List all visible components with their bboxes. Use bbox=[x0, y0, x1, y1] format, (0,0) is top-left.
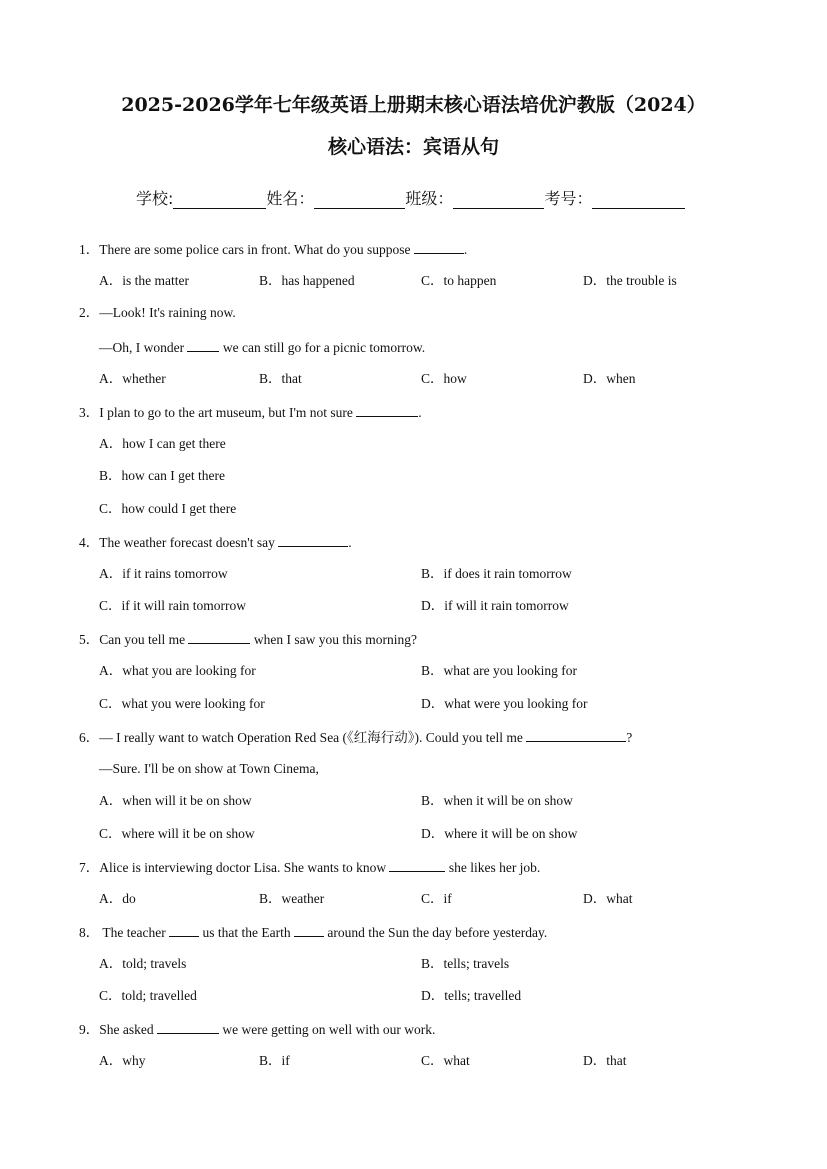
option-d[interactable]: D．tells; travelled bbox=[421, 988, 522, 1003]
option-c[interactable]: C．how bbox=[421, 371, 467, 386]
question-number: 7． bbox=[79, 860, 100, 875]
option-c[interactable]: C．if it will rain tomorrow bbox=[99, 598, 246, 613]
option-b[interactable]: B．how can I get there bbox=[99, 468, 225, 483]
name-label: 姓名： bbox=[266, 189, 315, 208]
question-number: 3． bbox=[79, 405, 100, 420]
option-a[interactable]: A．when will it be on show bbox=[99, 793, 252, 808]
answer-blank[interactable] bbox=[157, 1019, 219, 1034]
question-number: 1． bbox=[79, 242, 100, 257]
option-c[interactable]: C．told; travelled bbox=[99, 988, 197, 1003]
question-number: 6． bbox=[79, 730, 100, 745]
option-a[interactable]: A．is the matter bbox=[99, 273, 189, 288]
option-b[interactable]: B．tells; travels bbox=[421, 956, 510, 971]
option-c[interactable]: C．to happen bbox=[421, 273, 497, 288]
option-c[interactable]: C．if bbox=[421, 891, 452, 906]
option-d[interactable]: D．if will it rain tomorrow bbox=[421, 598, 569, 613]
option-a[interactable]: A．how I can get there bbox=[99, 436, 226, 451]
question-7-stem: 7．Alice is interviewing doctor Lisa. She wants to know she likes her job. bbox=[79, 857, 540, 877]
answer-blank[interactable] bbox=[294, 922, 324, 937]
option-a[interactable]: A．why bbox=[99, 1053, 146, 1068]
option-b[interactable]: B．what are you looking for bbox=[421, 663, 577, 678]
question-6-line2: —Sure. I'll be on show at Town Cinema, bbox=[99, 761, 319, 776]
question-number: 2． bbox=[79, 305, 100, 320]
option-c[interactable]: C．what you were looking for bbox=[99, 696, 265, 711]
option-a[interactable]: A．told; travels bbox=[99, 956, 187, 971]
class-blank[interactable] bbox=[453, 190, 544, 209]
option-d[interactable]: D．what were you looking for bbox=[421, 696, 588, 711]
option-a[interactable]: A．if it rains tomorrow bbox=[99, 566, 228, 581]
exam-no-blank[interactable] bbox=[592, 190, 685, 209]
question-6-stem: 6．— I really want to watch Operation Red Sea (《红海行动》). Could you tell me ? bbox=[79, 727, 632, 747]
question-4-stem: 4．The weather forecast doesn't say . bbox=[79, 532, 352, 552]
question-2-stem: 2．—Look! It's raining now. bbox=[79, 305, 236, 320]
school-label: 学校: bbox=[136, 189, 174, 208]
question-number: 8． bbox=[79, 925, 100, 940]
answer-blank[interactable] bbox=[169, 922, 199, 937]
question-3-stem: 3．I plan to go to the art museum, but I'm not sure . bbox=[79, 402, 422, 422]
option-d[interactable]: D．where it will be on show bbox=[421, 826, 578, 841]
option-a[interactable]: A．whether bbox=[99, 371, 166, 386]
option-a[interactable]: A．do bbox=[99, 891, 136, 906]
option-b[interactable]: B．when it will be on show bbox=[421, 793, 573, 808]
class-label: 班级： bbox=[405, 189, 454, 208]
answer-blank[interactable] bbox=[526, 727, 626, 742]
school-blank[interactable] bbox=[173, 190, 266, 209]
student-info-line bbox=[136, 186, 685, 209]
question-number: 5． bbox=[79, 632, 100, 647]
question-number: 4． bbox=[79, 535, 100, 550]
option-a[interactable]: A．what you are looking for bbox=[99, 663, 256, 678]
question-number: 9． bbox=[79, 1022, 100, 1037]
option-d[interactable]: D．when bbox=[583, 371, 636, 386]
answer-blank[interactable] bbox=[188, 629, 250, 644]
exam-no-label: 考号： bbox=[544, 189, 593, 208]
option-d[interactable]: D．that bbox=[583, 1053, 627, 1068]
question-8-stem: 8． The teacher us that the Earth around the Sun the day before yesterday. bbox=[79, 922, 547, 942]
answer-blank[interactable] bbox=[187, 337, 219, 352]
option-b[interactable]: B．that bbox=[259, 371, 302, 386]
name-blank[interactable] bbox=[314, 190, 405, 209]
answer-blank[interactable] bbox=[278, 532, 348, 547]
document-title: 2025-2026学年七年级英语上册期末核心语法培优沪教版（2024） bbox=[121, 94, 706, 116]
answer-blank[interactable] bbox=[389, 857, 445, 872]
option-b[interactable]: B．weather bbox=[259, 891, 325, 906]
question-1-stem: 1．There are some police cars in front. What do you suppose . bbox=[79, 239, 467, 259]
option-c[interactable]: C．what bbox=[421, 1053, 470, 1068]
option-c[interactable]: C．where will it be on show bbox=[99, 826, 255, 841]
option-b[interactable]: B．if bbox=[259, 1053, 290, 1068]
question-9-stem: 9．She asked we were getting on well with our work. bbox=[79, 1019, 435, 1039]
option-b[interactable]: B．if does it rain tomorrow bbox=[421, 566, 572, 581]
question-5-stem: 5．Can you tell me when I saw you this morning? bbox=[79, 629, 417, 649]
document-subtitle: 核心语法：宾语从句 bbox=[327, 136, 499, 158]
answer-blank[interactable] bbox=[414, 239, 464, 254]
question-2-line2: —Oh, I wonder we can still go for a picnic tomorrow. bbox=[99, 337, 425, 357]
option-b[interactable]: B．has happened bbox=[259, 273, 355, 288]
option-d[interactable]: D．the trouble is bbox=[583, 273, 677, 288]
option-c[interactable]: C．how could I get there bbox=[99, 501, 237, 516]
option-d[interactable]: D．what bbox=[583, 891, 633, 906]
answer-blank[interactable] bbox=[356, 402, 418, 417]
